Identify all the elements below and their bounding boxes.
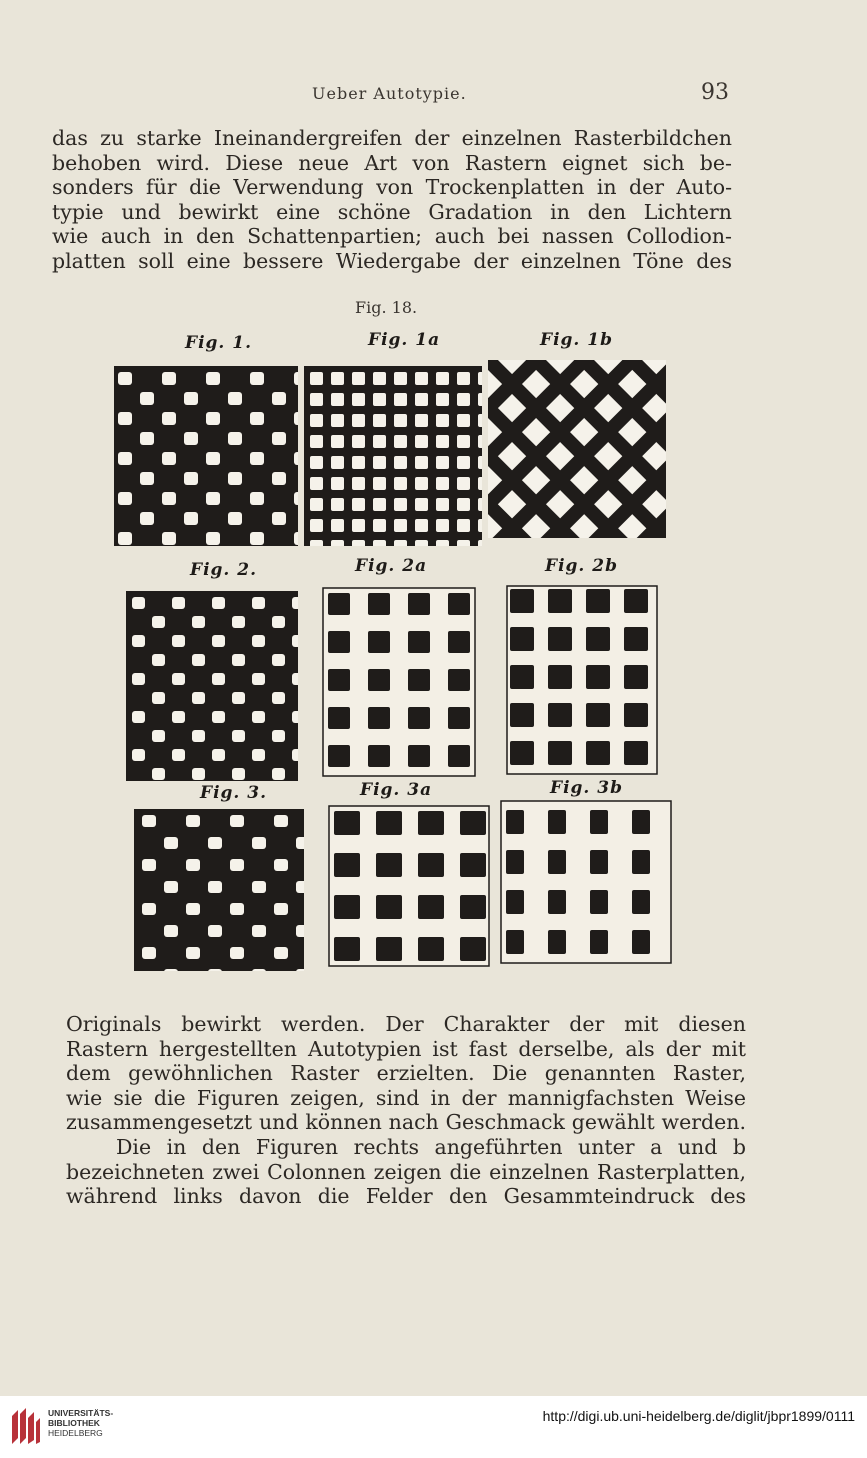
text-line: wie auch in den Schattenpartien; auch bei nassen Collodion- [52, 224, 732, 249]
library-name-line: BIBLIOTHEK [48, 1418, 100, 1428]
text-line: sonders für die Verwendung von Trockenplatten in der Auto- [52, 175, 732, 200]
running-title: Ueber Autotypie. [312, 84, 467, 103]
text-line: dem gewöhnlichen Raster erzielten. Die genannten Raster, [66, 1061, 746, 1086]
page-number: 93 [701, 80, 729, 105]
figure-label-1b: Fig. 1b [540, 330, 613, 350]
text-line: typie und bewirkt eine schöne Gradation in den Lichtern [52, 199, 732, 224]
raster-pattern-fig1a [304, 366, 482, 546]
paragraph-bottom [66, 1012, 746, 1209]
text-line: Originals bewirkt werden. Der Charakter der mit diesen [66, 1012, 746, 1036]
figure-label-3b: Fig. 3b [550, 778, 623, 798]
raster-pattern-fig1b [488, 360, 666, 538]
footer-bar [0, 1396, 867, 1458]
figure-label-2b: Fig. 2b [545, 556, 618, 576]
text-line: das zu starke Ineinandergreifen der einzelnen Rasterbildchen [52, 126, 732, 150]
library-name-line: UNIVERSITÄTS- [48, 1408, 114, 1418]
raster-pattern-fig1 [114, 366, 298, 546]
text-line: platten soll eine bessere Wiedergabe der einzelnen Töne des [52, 248, 732, 273]
figure-label-2: Fig. 2. [190, 560, 257, 580]
text-line: behoben wird. Diese neue Art von Rastern eignet sich be- [52, 150, 732, 175]
figure-label-3a: Fig. 3a [360, 780, 433, 800]
figure-label-2a: Fig. 2a [355, 556, 428, 576]
permalink-url[interactable]: http://digi.ub.uni-heidelberg.de/diglit/jbpr1899/0111 [542, 1408, 855, 1424]
figure-label-1a: Fig. 1a [368, 330, 441, 350]
figure-label-3: Fig. 3. [200, 783, 267, 803]
raster-pattern-fig2a [322, 587, 476, 777]
library-name [48, 1408, 113, 1438]
text-line: Rastern hergestellten Autotypien ist fast derselbe, als der mit [66, 1036, 746, 1061]
text-line: Die in den Figuren rechts angeführten unter a und b [116, 1134, 746, 1159]
raster-pattern-fig3b [500, 800, 672, 964]
figure-caption: Fig. 18. [355, 298, 418, 317]
library-logo-icon [10, 1406, 42, 1446]
raster-pattern-fig2b [506, 585, 658, 775]
paragraph-top [52, 126, 732, 274]
text-line: bezeichneten zwei Colonnen zeigen die einzelnen Rasterplatten, [66, 1159, 746, 1184]
raster-pattern-fig2 [126, 591, 298, 781]
raster-pattern-fig3a [328, 805, 490, 967]
library-name-line: HEIDELBERG [48, 1428, 103, 1438]
raster-pattern-fig3 [134, 809, 304, 971]
figure-label-1: Fig. 1. [185, 333, 252, 353]
text-line: wie sie die Figuren zeigen, sind in der mannigfachsten Weise [66, 1085, 746, 1110]
text-line: während links davon die Felder den Gesammteindruck des [66, 1184, 746, 1209]
text-line: zusammengesetzt und können nach Geschmack gewählt werden. [66, 1110, 746, 1135]
